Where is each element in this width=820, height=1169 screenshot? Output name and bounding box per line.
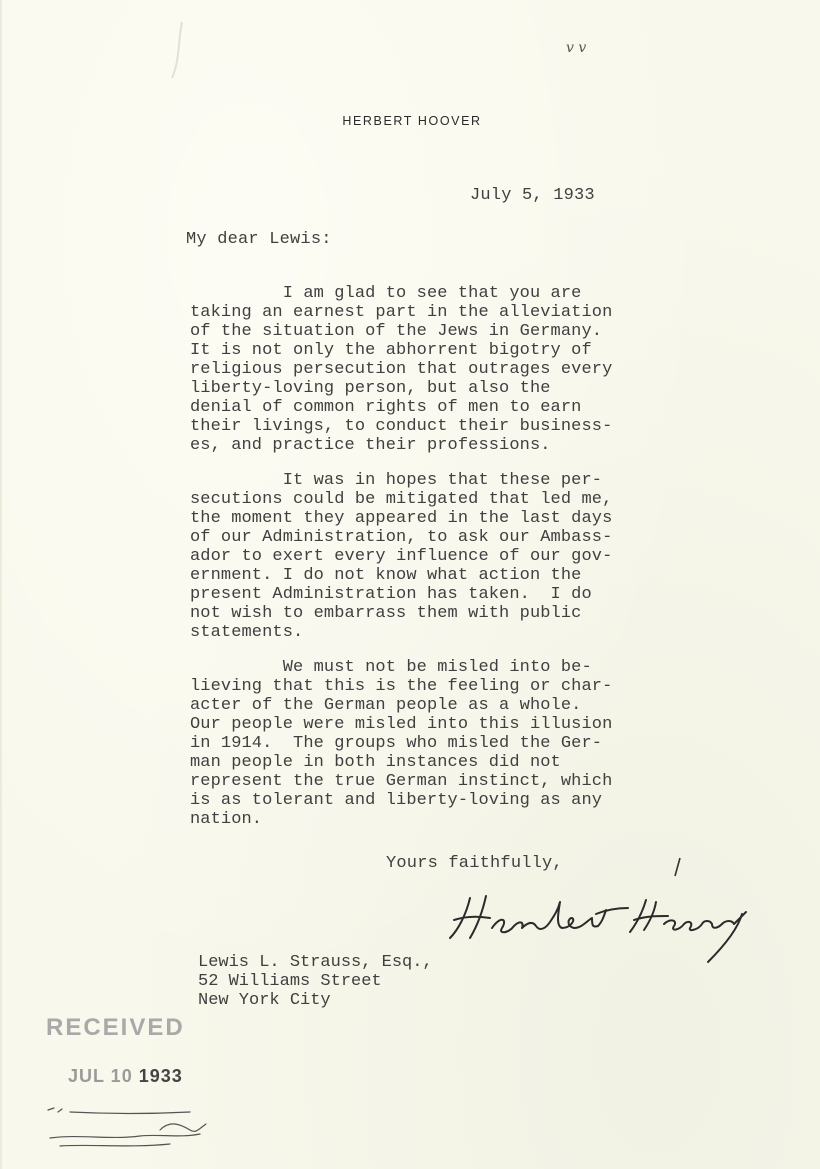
corner-check-marks: v v bbox=[566, 40, 587, 56]
address-line: Lewis L. Strauss, Esq., bbox=[198, 953, 433, 972]
paragraph-line: taking an earnest part in the alleviation bbox=[190, 303, 613, 322]
paragraph-line: not wish to embarrass them with public bbox=[190, 604, 582, 623]
paragraph-2 bbox=[190, 471, 660, 642]
stamp-date-year: 1933 bbox=[138, 1066, 183, 1086]
paragraph-line: acter of the German people as a whole. bbox=[190, 696, 582, 715]
recipient-address bbox=[198, 953, 433, 1010]
pen-tick-icon bbox=[670, 856, 682, 878]
letterhead: HERBERT HOOVER bbox=[342, 114, 482, 128]
paragraph-line: Our people were misled into this illusion bbox=[190, 715, 613, 734]
paragraph-line: es, and practice their professions. bbox=[190, 436, 551, 455]
paragraph-line: present Administration has taken. I do bbox=[190, 585, 592, 604]
paragraph-line: liberty-loving person, but also the bbox=[190, 379, 551, 398]
address-line: 52 Williams Street bbox=[198, 972, 382, 991]
paragraph-line: I am glad to see that you are bbox=[190, 284, 582, 303]
paragraph-line: of our Administration, to ask our Ambass- bbox=[190, 528, 613, 547]
paragraph-line: statements. bbox=[190, 623, 304, 642]
paragraph-line: It is not only the abhorrent bigotry of bbox=[190, 341, 592, 360]
received-stamp: RECEIVED bbox=[46, 1014, 185, 1041]
paragraph-3 bbox=[190, 658, 660, 829]
paragraph-line: ador to exert every influence of our gov- bbox=[190, 547, 613, 566]
paragraph-line: nation. bbox=[190, 810, 263, 829]
paper-fold-mark bbox=[142, 20, 192, 80]
paragraph-line: of the situation of the Jews in Germany. bbox=[190, 322, 603, 341]
paragraph-line: secutions could be mitigated that led me, bbox=[190, 490, 613, 509]
letter-date: July 5, 1933 bbox=[470, 186, 595, 205]
paragraph-line: the moment they appeared in the last days bbox=[190, 509, 613, 528]
received-stamp-date bbox=[68, 1066, 183, 1087]
paragraph-line: denial of common rights of men to earn bbox=[190, 398, 582, 417]
handwritten-signature bbox=[442, 880, 762, 970]
stamp-date-prefix: JUL 10 bbox=[68, 1066, 139, 1086]
paragraph-line: It was in hopes that these per- bbox=[190, 471, 603, 490]
paragraph-line: is as tolerant and liberty-loving as any bbox=[190, 791, 603, 810]
filing-scrawl bbox=[40, 1100, 220, 1160]
paragraph-line: man people in both instances did not bbox=[190, 753, 561, 772]
salutation: My dear Lewis: bbox=[186, 230, 332, 249]
paragraph-1 bbox=[190, 284, 660, 455]
paragraph-line: ernment. I do not know what action the bbox=[190, 566, 582, 585]
paragraph-line: their livings, to conduct their business- bbox=[190, 417, 613, 436]
paragraph-line: religious persecution that outrages every bbox=[190, 360, 613, 379]
paragraph-line: We must not be misled into be- bbox=[190, 658, 592, 677]
address-line: New York City bbox=[198, 991, 331, 1010]
paragraph-line: lieving that this is the feeling or char- bbox=[190, 677, 613, 696]
paragraph-line: in 1914. The groups who misled the Ger- bbox=[190, 734, 603, 753]
closing: Yours faithfully, bbox=[386, 854, 563, 873]
paragraph-line: represent the true German instinct, which bbox=[190, 772, 613, 791]
